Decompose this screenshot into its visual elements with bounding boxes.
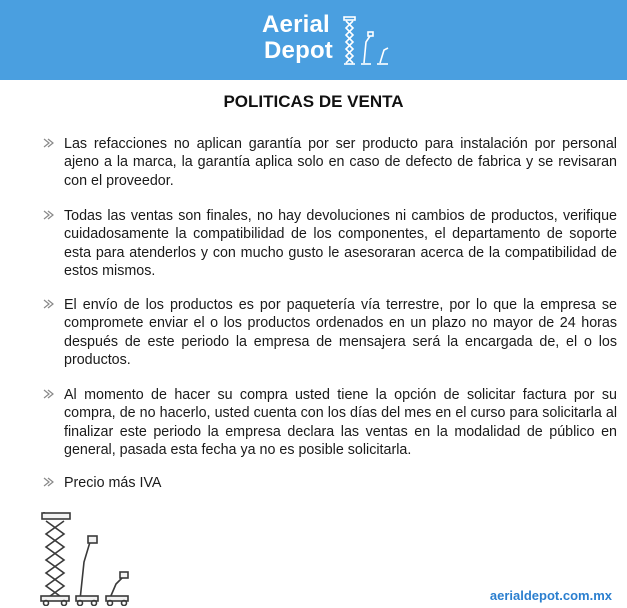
policy-text-2: Todas las ventas son finales, no hay devoluciones ni cambios de productos, verifique cuidadosamente la compatibilidad de los componentes, el departamento de soporte esta para atenderlos y con mucho gusto le asesoraran acerca de la compatibilidad de estos mismos. <box>64 208 617 280</box>
policy-text-4: Al momento de hacer su compra usted tiene la opción de solicitar factura por su compra, de no hacerlo, usted cuenta con los días del mes en el curso para solicitarla al finalizar este periodo la empresa declara las ventas en la modalidad de público en general, pasada esta fecha ya no es posible solicitarla. <box>64 387 617 459</box>
aerial-depot-logo[interactable] <box>262 12 392 68</box>
website-url-link[interactable]: aerialdepot.com.mx <box>489 588 612 603</box>
logo-line-2: Depot <box>264 37 333 64</box>
double-chevron-right-icon <box>42 297 56 311</box>
double-chevron-right-icon <box>42 475 56 489</box>
policy-text-5: Precio más IVA <box>64 475 162 491</box>
policy-item-4 <box>42 386 617 460</box>
policy-item-3 <box>42 296 617 370</box>
logo-wordmark <box>262 12 333 64</box>
page-title: POLITICAS DE VENTA <box>223 92 404 111</box>
double-chevron-right-icon <box>42 136 56 150</box>
policy-text-1: Las refacciones no aplican garantía por ser producto para instalación por personal ajeno a la marca, la garantía aplica solo en caso de defecto de fabrica y se revisaran con el proveedor. <box>64 136 617 189</box>
logo-line-1: Aerial <box>262 11 330 38</box>
double-chevron-right-icon <box>42 208 56 222</box>
header-banner <box>0 0 627 80</box>
lift-equipment-illustration-icon <box>36 512 136 606</box>
policy-item-5 <box>42 474 617 492</box>
policy-item-2 <box>42 207 617 281</box>
lift-machines-icon <box>342 16 392 68</box>
double-chevron-right-icon <box>42 387 56 401</box>
policy-item-1 <box>42 135 617 190</box>
policy-text-3: El envío de los productos es por paquetería vía terrestre, por lo que la empresa se compromete enviar el o los productos ordenados en un plazo no mayor de 24 horas después de este periodo la empresa de mensajera será la encargada de, el o los productos. <box>64 297 617 369</box>
